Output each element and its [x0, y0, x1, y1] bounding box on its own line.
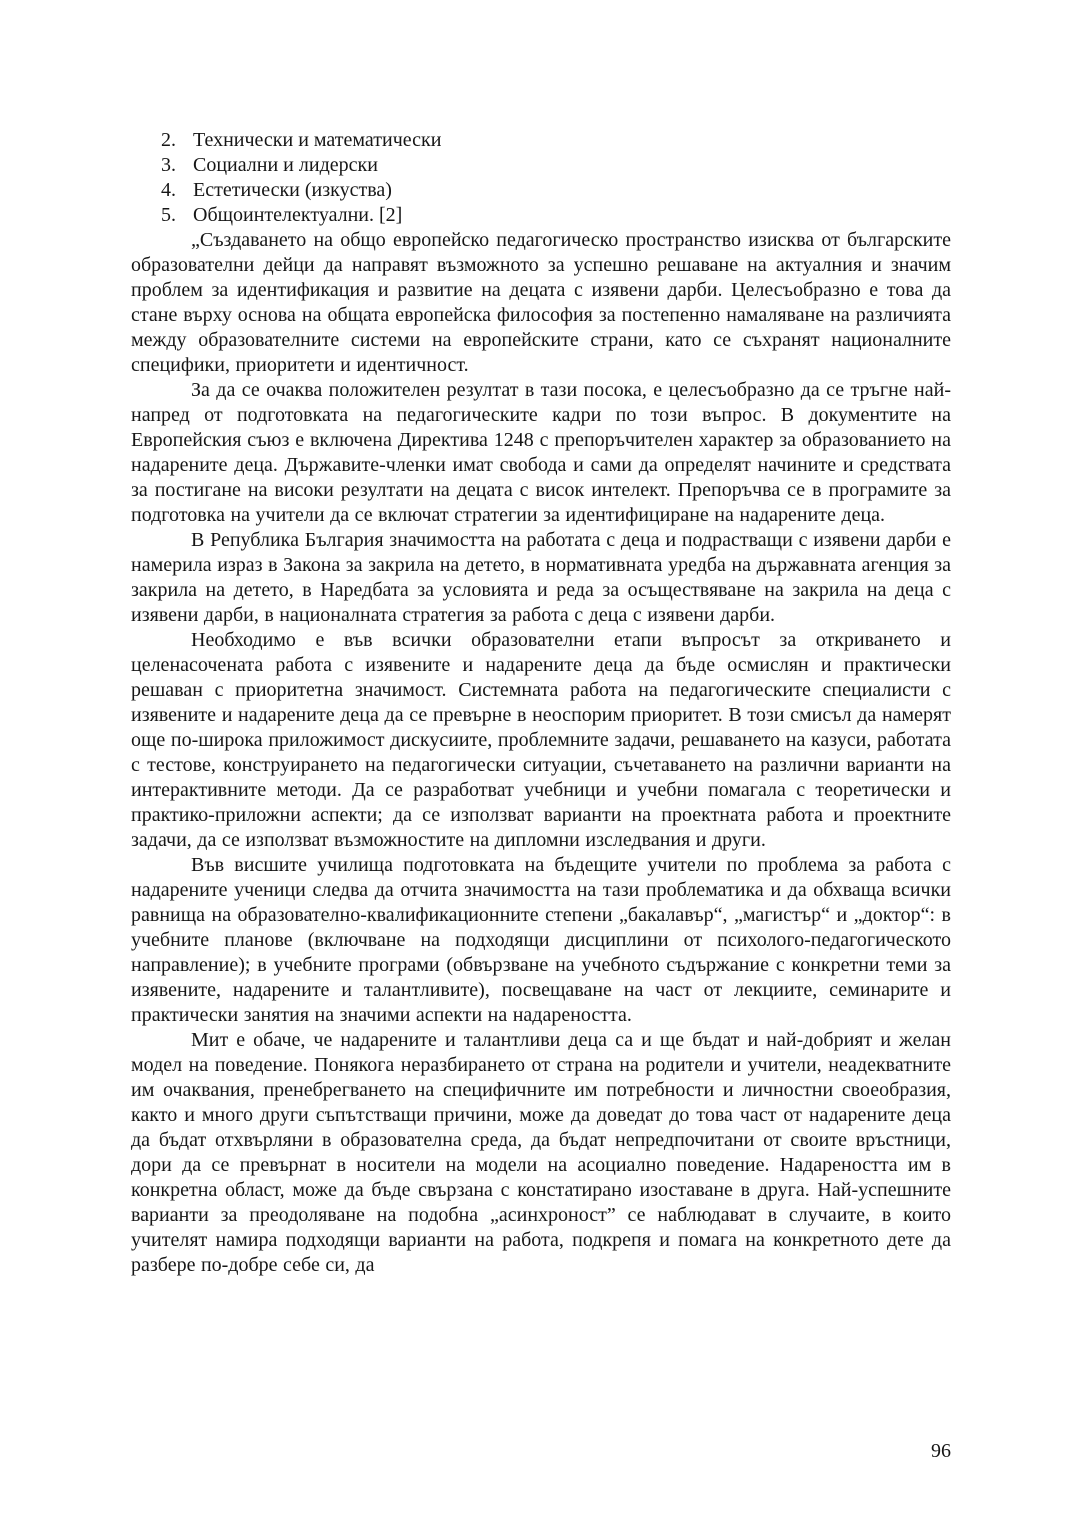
list-item-text: Технически и математически: [193, 129, 442, 151]
list-item: [131, 178, 951, 203]
page-body: [131, 128, 951, 1278]
list-item-number: 4.: [161, 179, 176, 201]
list-item-text: Естетически (изкуства): [193, 179, 392, 201]
list-item: [131, 153, 951, 178]
list-item-number: 5.: [161, 204, 176, 226]
numbered-list: [131, 128, 951, 228]
list-item-number: 2.: [161, 129, 176, 151]
paragraph: „Създаването на общо европейско педагогическо пространство изисква от българските образователни дейци да направят възможното за успешно решаване на актуалния и значим проблем за идентификация и развитие на децата с изявени дарби. Целесъобразно е това да стане върху основа на общата европейска философия за постепенно намаляване на различията между образователните системи на европейските страни, като се съхранят националните специфики, приоритети и идентичност.: [131, 229, 951, 376]
paragraph: Във висшите училища подготовката на бъдещите учители по проблема за работа с надарените ученици следва да отчита значимостта на тази проблематика и да обхваща всички равнища на образователно-квалификационните степени „бакалавър“, „магистър“ и „доктор“: в учебните планове (включване на подходящи дисциплини от психолого-педагогическото направление); в учебните програми (обвързване на учебното съдържание с конкретни теми за изявените, надарените и талантливите), посвещаване на част от лекциите, семинарите и практически занятия на значими аспекти на надареността.: [131, 854, 951, 1026]
paragraph: Мит е обаче, че надарените и талантливи деца са и ще бъдат и най-добрият и желан модел на поведение. Понякога неразбирането от страна на родители и учители, неадекватните им очаквания, пренебрегването на специфичните им потребности и личностни своеобразия, както и много други съпътстващи причини, може да доведат до това част от надарените деца да бъдат отхвърляни в образователна среда, да бъдат непредпочитани от своите връстници, дори да се превърнат в носители на модели на асоциално поведение. Надареността им в конкретна област, може да бъде свързана с констатирано изоставане в друга. Най-успешните варианти за преодоляване на подобна „асинхроност” се наблюдават в случаите, в които учителят намира подходящи варианти на работа, подкрепя и помага на конкретното дете да разбере по-добре себе си, да: [131, 1029, 951, 1276]
list-item-number: 3.: [161, 154, 176, 176]
list-item: [131, 203, 951, 228]
page-number: 96: [931, 1440, 951, 1462]
list-item-text: Социални и лидерски: [193, 154, 378, 176]
paragraph: Необходимо е във всички образователни етапи въпросът за откриването и целенасочената работа с изявените и надарените деца да бъде осмислян и практически решаван с приоритетна значимост. Системната работа на педагогическите специалисти с изявените и надарените деца да се превърне в неоспорим приоритет. В този смисъл да намерят още по-широка приложимост дискусиите, проблемните задачи, решаването на казуси, работата с тестове, конструирането на педагогически ситуации, съчетаването на различни варианти на интерактивните методи. Да се разработват учебници и учебни помагала с теоретически и практико-приложни аспекти; да се използват варианти на проектната работа и проектните задачи, да се използват възможностите на дипломни изследвания и други.: [131, 629, 951, 851]
paragraph: В Република България значимостта на работата с деца и подрастващи с изявени дарби е намерила израз в Закона за закрила на детето, в нормативната уредба на държавната агенция за закрила на детето, в Наредбата за условията и реда за осъществяване на закрила на деца с изявени дарби, в националната стратегия за работа с деца с изявени дарби.: [131, 529, 951, 626]
list-item: [131, 128, 951, 153]
list-item-text: Общоинтелектуални. [2]: [193, 204, 403, 226]
paragraph: За да се очаква положителен резултат в тази посока, е целесъобразно да се тръгне най-напред от подготовката на педагогическите кадри по този въпрос. В документите на Европейския съюз е включена Директива 1248 с препоръчителен характер за образованието на надарените деца. Държавите-членки имат свобода и сами да определят начините и средствата за постигане на високи резултати на децата с висок интелект. Препоръчва се в програмите за подготовка на учители да се включат стратегии за идентифициране на надарените деца.: [131, 379, 951, 526]
